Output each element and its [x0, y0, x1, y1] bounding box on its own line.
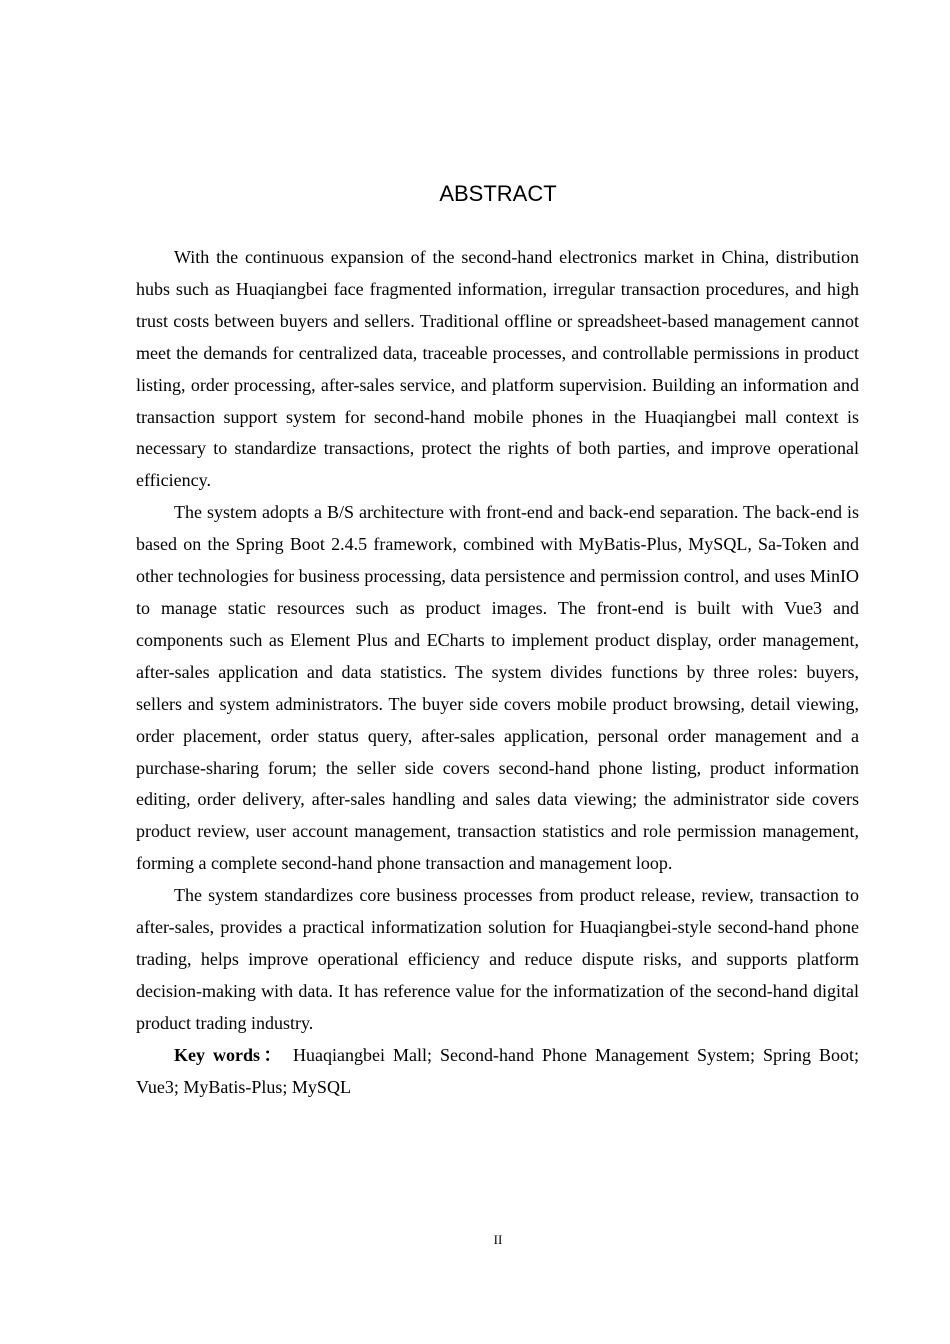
- abstract-title: ABSTRACT: [439, 181, 557, 206]
- abstract-paragraph-1: With the continuous expansion of the second-hand electronics market in China, distribution hubs such as Huaqiangbei face fragmented information, irregular transaction procedures, and high trust costs between buyers and sellers. Traditional offline or spreadsheet-based management cannot meet the demands for centralized data, traceable processes, and controllable permissions in product listing, order processing, after-sales service, and platform supervision. Building an information and transaction support system for second-hand mobile phones in the Huaqiangbei mall context is necessary to standardize transactions, protect the rights of both parties, and improve operational efficiency.: [136, 247, 859, 491]
- abstract-paragraph-3: The system standardizes core business processes from product release, review, transaction to after-sales, provides a practical informatization solution for Huaqiangbei-style second-hand phone trading, helps improve operational efficiency and reduce dispute risks, and supports platform decision-making with data. It has reference value for the informatization of the second-hand digital product trading industry.: [136, 885, 859, 1033]
- keywords-text: Huaqiangbei Mall; Second-hand Phone Management System; Spring Boot; Vue3; MyBatis-Plus; MySQL: [136, 1044, 859, 1097]
- abstract-paragraph-2: The system adopts a B/S architecture with front-end and back-end separation. The back-end is based on the Spring Boot 2.4.5 framework, combined with MyBatis-Plus, MySQL, Sa-Token and other technologies for business processing, data persistence and permission control, and uses MinIO to manage static resources such as product images. The front-end is built with Vue3 and components such as Element Plus and ECharts to implement product display, order management, after-sales application and data statistics. The system divides functions by three roles: buyers, sellers and system administrators. The buyer side covers mobile product browsing, detail viewing, order placement, order status query, after-sales application, personal order management and a purchase-sharing forum; the seller side covers second-hand phone listing, product information editing, order delivery, after-sales handling and sales data viewing; the administrator side covers product review, user account management, transaction statistics and role permission management, forming a complete second-hand phone transaction and management loop.: [136, 502, 859, 874]
- abstract-body: [136, 242, 859, 1103]
- keywords-label: Key words：: [174, 1044, 286, 1065]
- page-number: II: [493, 1232, 503, 1247]
- keywords-line: [136, 1040, 859, 1104]
